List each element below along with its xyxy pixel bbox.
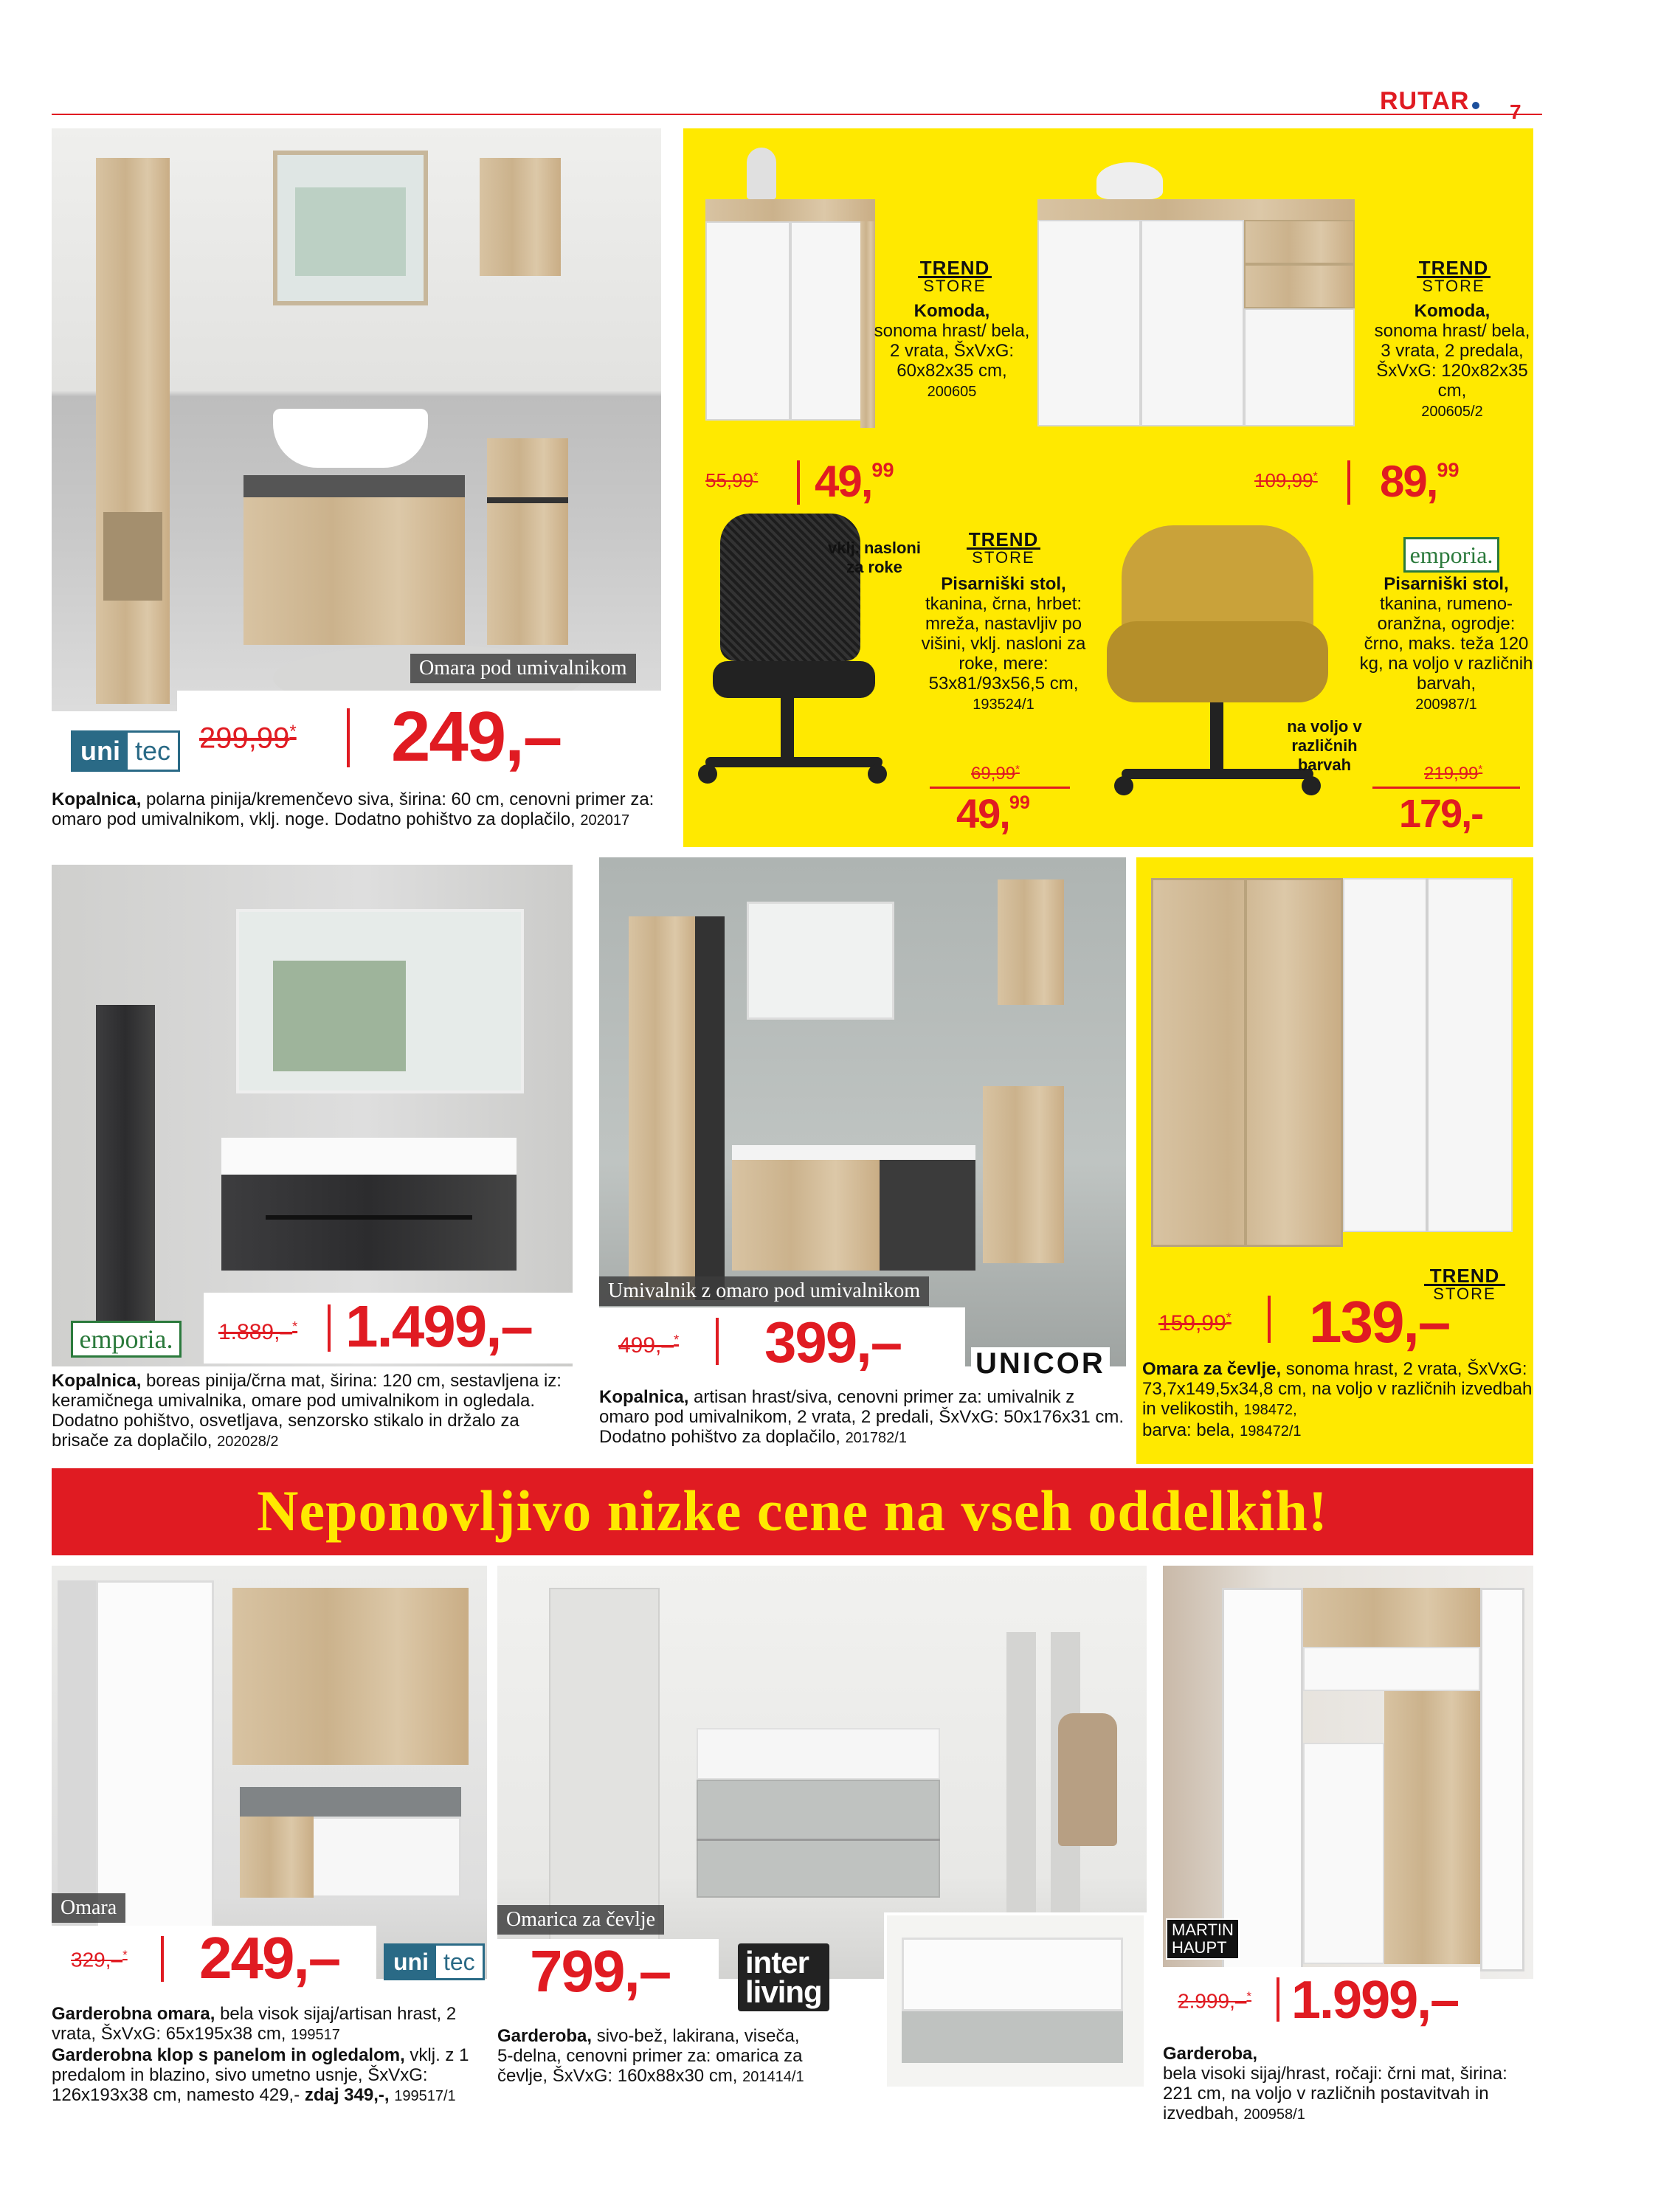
- komoda1-description: Komoda, sonoma hrast/ bela, 2 vrata, ŠxVxG: 60x82x35 cm, 200605: [874, 301, 1030, 400]
- chair1-old-price: 69,99*: [971, 763, 1020, 784]
- komoda1-image: [705, 199, 875, 428]
- bath3-price: 399,–: [764, 1310, 902, 1375]
- komoda1-old-price: 55,99*: [705, 469, 759, 491]
- shoe1-image: [1151, 878, 1513, 1247]
- bath3-price-divider: [716, 1318, 719, 1365]
- ward2-brand-logo: inter living: [738, 1943, 829, 2011]
- chair2-note: na voljo v različnih barvah: [1287, 717, 1362, 774]
- ward3-price-divider: [1277, 1977, 1279, 2022]
- bathroom-photo-2: [52, 865, 573, 1366]
- shoe1-description: Omara za čevlje, sonoma hrast, 2 vrata, ŠxVxG: 73,7x149,5x34,8 cm, na voljo v različnih izvedbah in velikostih, 198472, barva: bela, 198472/1: [1142, 1359, 1533, 1440]
- ward1-brand-logo: uni tec: [384, 1943, 485, 1980]
- shoe1-price-divider: [1268, 1296, 1271, 1343]
- shoe1-old-price: 159,99*: [1158, 1310, 1232, 1335]
- komoda1-price: 49,99: [815, 457, 894, 506]
- bath2-old-price: 1.889,–*: [218, 1319, 298, 1344]
- bath2-price: 1.499,–: [345, 1293, 532, 1359]
- komoda2-old-price: 109,99*: [1254, 469, 1318, 491]
- bath3-description: Kopalnica, artisan hrast/siva, cenovni primer za: umivalnik z omaro pod umivalnikom, 2 vrata, 2 predali, ŠxVxG: 50x176x31 cm. Dodatno pohištvo za doplačilo, 201782/1: [599, 1387, 1124, 1447]
- komoda2-image: [1037, 199, 1355, 435]
- komoda1-price-divider: [797, 460, 800, 505]
- ward1-price-divider: [161, 1936, 164, 1982]
- page-number: 7: [1510, 100, 1521, 123]
- chair2-price: 179,-: [1399, 792, 1483, 836]
- komoda1-brand-logo: TREND STORE: [918, 260, 992, 294]
- bath1-old-price: 299,99*: [199, 722, 297, 755]
- komoda2-description: Komoda, sonoma hrast/ bela, 3 vrata, 2 predala, ŠxVxG: 120x82x35 cm, 200605/2: [1374, 301, 1530, 420]
- bath1-brand-logo: uni tec: [71, 730, 180, 772]
- chair1-description: Pisarniški stol, tkanina, črna, hrbet: mreža, nastavljiv po višini, vklj. nasloni za roke, mere: 53x81/93x56,5 cm, 193524/1: [921, 574, 1086, 713]
- ward3-brand-logo: MARTIN HAUPT: [1166, 1918, 1240, 1960]
- ward1-old-price: 329,–*: [71, 1948, 128, 1971]
- chair2-description: Pisarniški stol, tkanina, rumeno-oranžna, ogrodje: črno, maks. teža 120 kg, na voljo v različnih barvah, 200987/1: [1359, 574, 1533, 713]
- chair2-image: [1107, 525, 1328, 835]
- ward2-description: Garderoba, sivo-bež, lakirana, viseča, 5-delna, cenovni primer za: omarica za čevlje, ŠxVxG: 160x88x30 cm, 201414/1: [497, 2026, 804, 2086]
- bath1-price-divider: [347, 708, 350, 767]
- ward1-caption: Omara: [52, 1893, 125, 1923]
- brand-name: RUTAR: [1380, 87, 1470, 115]
- bath1-description: Kopalnica, polarna pinija/kremenčevo siva, širina: 60 cm, cenovni primer za: omaro pod umivalnikom, vklj. noge. Dodatno pohištvo za doplačilo, 202017: [52, 789, 654, 829]
- chair2-price-rule: [1372, 787, 1520, 789]
- ward1-description: Garderobna omara, bela visok sijaj/artisan hrast, 2 vrata, ŠxVxG: 65x195x38 cm, 199517 Garderobna klop s panelom in ogledalom, vklj. z 1 predalom in blazino, sivo umetno usnje, ŠxVxG: 126x193x38 cm, namesto 429,- zdaj 349,-, 199517/1: [52, 2004, 469, 2105]
- komoda2-brand-logo: TREND STORE: [1417, 260, 1491, 294]
- ward2-caption: Omarica za čevlje: [497, 1905, 664, 1935]
- promo-banner-text: Neponovljivo nizke cene na vseh oddelkih!: [257, 1479, 1328, 1543]
- bath1-caption: Omara pod umivalnikom: [410, 654, 636, 683]
- chair2-old-price: 219,99*: [1424, 763, 1483, 784]
- bath3-brand-logo: UNICOR: [971, 1347, 1110, 1380]
- bath1-price: 249,–: [391, 697, 562, 776]
- brand-logo: [1380, 87, 1479, 116]
- bath2-brand-logo: emporia.: [71, 1321, 182, 1358]
- brand-dot-icon: [1472, 102, 1479, 109]
- shoe1-price: 139,–: [1309, 1289, 1450, 1355]
- ward2-price: 799,–: [530, 1938, 671, 2004]
- chair1-brand-logo: TREND STORE: [967, 531, 1040, 566]
- wardrobe-photo-2-inset: [884, 1912, 1147, 2090]
- chair1-note: vklj. nasloni za roke: [828, 539, 921, 576]
- bath3-caption: Umivalnik z omaro pod umivalnikom: [599, 1276, 929, 1306]
- header-rule: [52, 114, 1542, 115]
- ward1-price: 249,–: [199, 1925, 340, 1991]
- bath2-price-divider: [328, 1304, 331, 1352]
- chair1-price: 49,99: [956, 790, 1030, 837]
- wardrobe-photo-3: [1163, 1566, 1533, 1979]
- komoda2-price-divider: [1347, 460, 1350, 505]
- shoe1-brand-logo: TREND STORE: [1424, 1268, 1505, 1302]
- bathroom-photo-1: [52, 128, 661, 711]
- bath3-old-price: 499,–*: [618, 1333, 680, 1358]
- ward3-price: 1.999,–: [1291, 1971, 1459, 2030]
- ward3-description: Garderoba, bela visoki sijaj/hrast, ročaji: črni mat, širina: 221 cm, na voljo v različnih postavitvah in izvedbah, 200958/1: [1163, 2044, 1507, 2123]
- chair1-price-rule: [930, 787, 1070, 789]
- ward3-old-price: 2.999,–*: [1178, 1989, 1252, 2013]
- komoda2-price: 89,99: [1380, 457, 1460, 506]
- bath2-description: Kopalnica, boreas pinija/črna mat, širina: 120 cm, sestavljena iz: keramičnega umivalnika, omare pod umivalnikom in ogledala. Dodatno pohištvo, osvetljava, senzorsko stikalo in držalo za brisače za doplačilo, 202028/2: [52, 1371, 562, 1451]
- chair2-brand-logo: emporia.: [1403, 537, 1499, 573]
